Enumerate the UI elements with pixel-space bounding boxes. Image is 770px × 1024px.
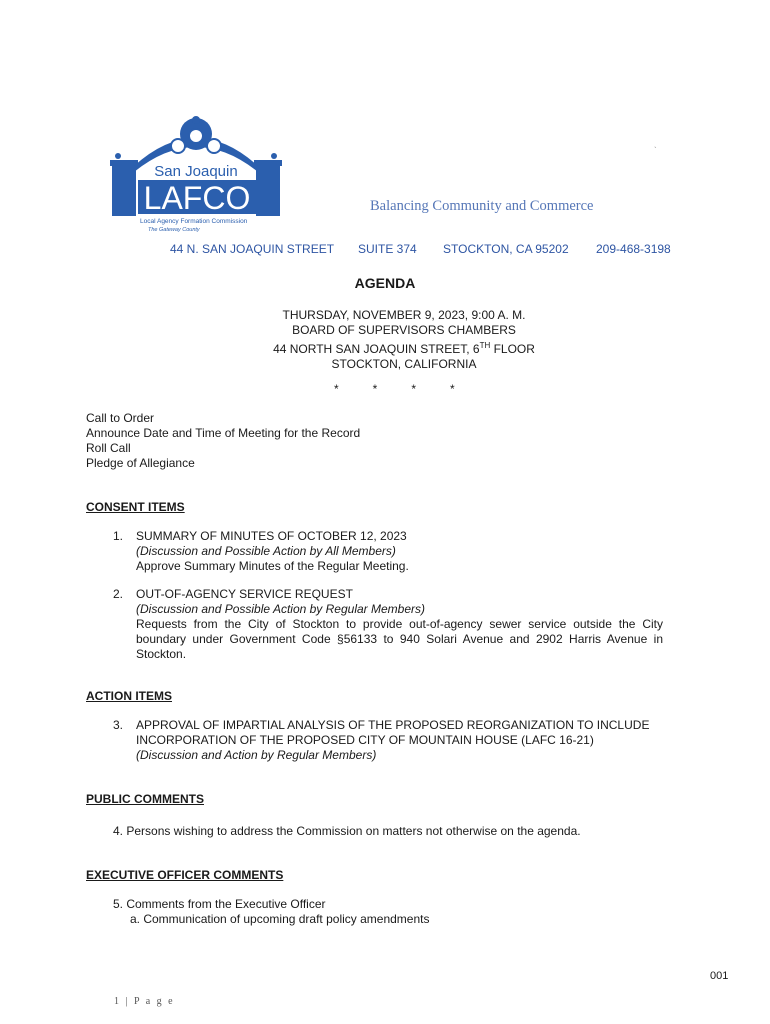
agenda-item-3: 3. APPROVAL OF IMPARTIAL ANALYSIS OF THE PROPOSED REORGANIZATION TO INCLUDE INCORPORATION OF THE PROPOSED CITY OF MOUNTAIN HOUSE (LAFC 16-21) (Discussion and Action by Regular Members) xyxy=(113,718,673,763)
opening-item: Announce Date and Time of Meeting for the Record xyxy=(86,426,361,440)
item-desc: Requests from the City of Stockton to provide out-of-agency sewer service outside the City boundary under Government Code §56133 to 940 Solari Avenue and 2902 Harris Avenue in Stockton. xyxy=(136,617,663,661)
item-title: APPROVAL OF IMPARTIAL ANALYSIS OF THE PROPOSED REORGANIZATION TO INCLUDE xyxy=(136,718,650,732)
address-phone: 209-468-3198 xyxy=(596,242,671,256)
page-footer: 1 | P a g e xyxy=(114,996,175,1007)
stray-mark: ` xyxy=(654,146,657,155)
logo-motto: The Gateway County xyxy=(148,227,200,233)
address-street: 44 N. SAN JOAQUIN STREET xyxy=(170,242,335,256)
tagline: Balancing Community and Commerce xyxy=(370,198,594,214)
item-desc: Approve Summary Minutes of the Regular Meeting. xyxy=(136,559,409,573)
action-heading: ACTION ITEMS xyxy=(86,689,172,703)
consent-heading: CONSENT ITEMS xyxy=(86,500,185,514)
meeting-place: BOARD OF SUPERVISORS CHAMBERS xyxy=(292,323,516,337)
address-city: STOCKTON, CA 95202 xyxy=(443,242,569,256)
item-title: SUMMARY OF MINUTES OF OCTOBER 12, 2023 xyxy=(136,529,407,543)
opening-item: Pledge of Allegiance xyxy=(86,456,195,470)
meeting-street: 44 NORTH SAN JOAQUIN STREET, 6TH FLOOR xyxy=(273,341,535,356)
item-title: INCORPORATION OF THE PROPOSED CITY OF MOUNTAIN HOUSE (LAFC 16-21) xyxy=(136,733,594,747)
page-number: 001 xyxy=(710,970,729,982)
logo-name-line2: LAFCO xyxy=(143,180,251,216)
item-note: (Discussion and Possible Action by Regular Members) xyxy=(136,602,426,616)
meeting-date: THURSDAY, NOVEMBER 9, 2023, 9:00 A. M. xyxy=(282,308,526,322)
agenda-title: AGENDA xyxy=(354,275,416,291)
separator-stars: * * * * xyxy=(334,382,455,396)
item-note: (Discussion and Possible Action by All Members) xyxy=(136,544,396,558)
opening-list xyxy=(86,411,360,471)
meeting-city: STOCKTON, CALIFORNIA xyxy=(331,357,477,371)
executive-heading: EXECUTIVE OFFICER COMMENTS xyxy=(86,868,284,882)
opening-item: Roll Call xyxy=(86,441,131,455)
agenda-item-1: 1. SUMMARY OF MINUTES OF OCTOBER 12, 2023 (Discussion and Possible Action by All Members) Approve Summary Minutes of the Regular Meeting. xyxy=(113,529,663,574)
agenda-item-4: 4. Persons wishing to address the Commission on matters not otherwise on the agenda. xyxy=(113,824,581,838)
agenda-item-5: 5. Comments from the Executive Officer xyxy=(113,897,326,911)
agenda-item-5a: a. Communication of upcoming draft policy amendments xyxy=(130,912,430,926)
item-note: (Discussion and Action by Regular Members) xyxy=(136,748,377,762)
address-suite: SUITE 374 xyxy=(358,242,417,256)
opening-item: Call to Order xyxy=(86,411,155,425)
san-joaquin-lafco-logo xyxy=(108,116,288,234)
item-title: OUT-OF-AGENCY SERVICE REQUEST xyxy=(136,587,353,601)
logo-name-line1: San Joaquin xyxy=(154,163,238,180)
meeting-info xyxy=(0,308,770,372)
agenda-item-2: 2. OUT-OF-AGENCY SERVICE REQUEST (Discussion and Possible Action by Regular Members) Requests from the City of Stockton to provide out-of-agency sewer service outside the City boundary under Government Code §56133 to 940 Solari Avenue and 2902 Harris Avenue in Stockton. xyxy=(113,587,663,661)
logo-subtitle: Local Agency Formation Commission xyxy=(140,218,248,225)
public-heading: PUBLIC COMMENTS xyxy=(86,792,204,806)
